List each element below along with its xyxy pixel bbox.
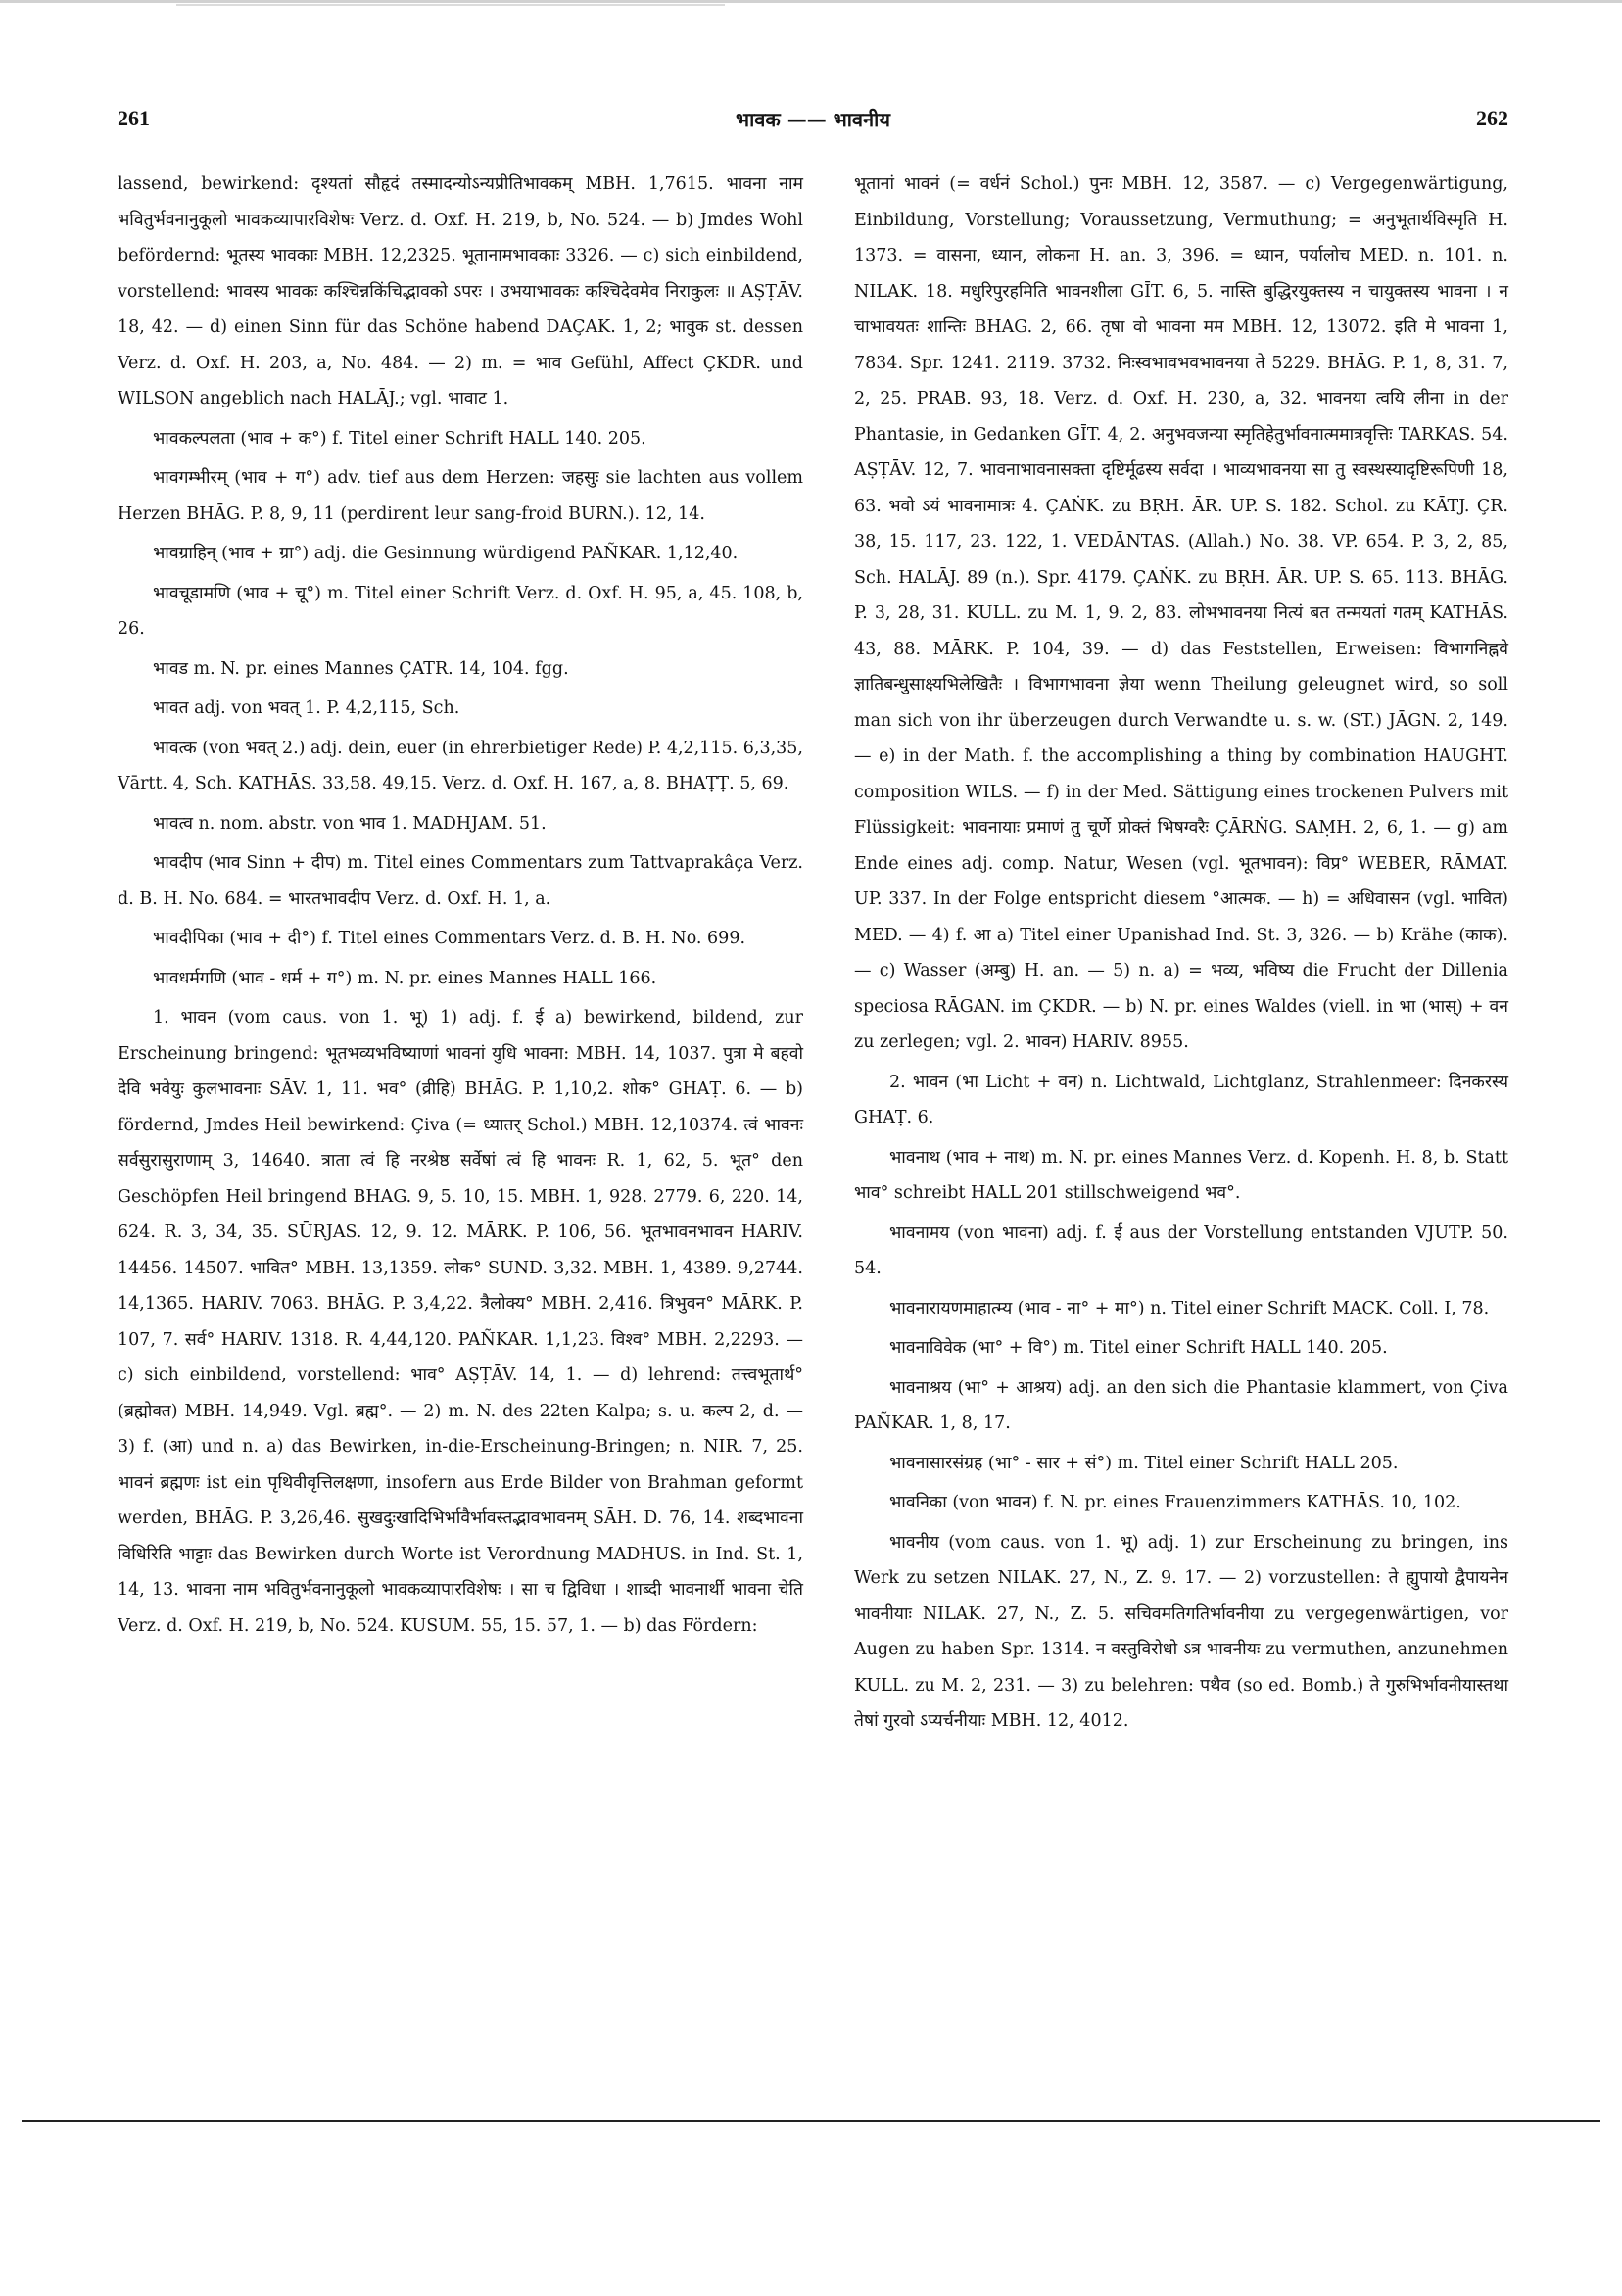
dictionary-entry: 2. भावन (भा Licht + वन) n. Lichtwald, Lichtglanz, Strahlenmeer: दिनकरस्य GHAṬ. 6. xyxy=(854,1072,1508,1127)
left-column xyxy=(118,167,803,1648)
dictionary-entry: भावत adj. von भवत् 1. P. 4,2,115, Sch. xyxy=(153,698,460,718)
dictionary-entry: 1. भावन (vom caus. von 1. भू) 1) adj. f. ई a) bewirkend, bildend, zur Erscheinung bringend: भूतभव्यभविष्याणां भावनां युधि भावना: MBH. 14, 1037. पुत्रा मे बहवो देवि भवेयुः कुलभावनाः SĀV. 1, 11. भव° (व्रीहि) BHĀG. P. 1,10,2. शोक° GHAṬ. 6. — b) fördernd, Jmdes Heil bewirkend: Çiva (= ध्यातर् Schol.) MBH. 12,10374. त्वं भावनः सर्वसुरासुराणाम् 3, 14640. त्राता त्वं हि नरश्रेष्ठ सर्वेषां त्वं हि भावनः R. 1, 62, 5. भूत° den Geschöpfen Heil bringend BHAG. 9, 5. 10, 15. MBH. 1, 928. 2779. 6, 220. 14, 624. R. 3, 34, 35. SŪRJAS. 12, 9. 12. MĀRK. P. 106, 56. भूतभावनभावन HARIV. 14456. 14507. भावित° MBH. 13,1359. लोक° SUND. 3,32. MBH. 1, 4389. 9,2744. 14,1365. HARIV. 7063. BHĀG. P. 3,4,22. त्रैलोक्य° MBH. 2,416. त्रिभुवन° MĀRK. P. 107, 7. सर्व° HARIV. 1318. R. 4,44,120. PAÑKAR. 1,1,23. विश्व° MBH. 2,2293. — c) sich einbildend, vorstellend: भाव° AṢṬĀV. 14, 1. — d) lehrend: तत्त्वभूतार्थ° (ब्रह्मोक्त) MBH. 14,949. Vgl. ब्रह्म°. — 2) m. N. des 22ten Kalpa; s. u. कल्प 2, d. — 3) f. (आ) und n. a) das Bewirken, in-die-Erscheinung-Bringen; n. NIR. 7, 25. भावनं ब्रह्मणः ist ein पृथिवीवृत्तिलक्षणा, insofern aus Erde Bilder von Brahman geformt werden, BHĀG. P. 3,26,46. सुखदुःखादिभिर्भावैर्भावस्तद्भावभावनम् SĀH. D. 76, 14. शब्दभावना विधिरिति भाट्टाः das Bewirken durch Worte ist Verordnung MADHUS. in Ind. St. 1, 14, 13. भावना नाम भवितुर्भवनानुकूलो भावकव्यापारविशेषः । सा च द्विविधा । शाब्दी भावनार्थी भावना चेति Verz. d. Oxf. H. 219, b, No. 524. KUSUM. 55, 15. 57, 1. — b) das Fördern: xyxy=(118,1008,803,1636)
page-header xyxy=(118,106,1508,145)
dictionary-entry: भावगम्भीरम् (भाव + ग°) adv. tief aus dem Herzen: जहसुः sie lachten aus vollem Herzen BHĀG. P. 8, 9, 11 (perdirent leur sang-froid BURN.). 12, 14. xyxy=(118,468,803,524)
bottom-rule xyxy=(22,2120,1600,2122)
dictionary-entry: भावनाथ (भाव + नाथ) m. N. pr. eines Mannes Verz. d. Kopenh. H. 8, b. Statt भाव° schreibt HALL 201 stillschweigend भव°. xyxy=(854,1147,1508,1203)
dictionary-entry: lassend, bewirkend: दृश्यतां सौहृदं तस्मादन्योऽन्यप्रीतिभावकम् MBH. 1,7615. भावना नाम भवितुर्भवनानुकूलो भावकव्यापारविशेषः Verz. d. Oxf. H. 219, b, No. 524. — b) Jmdes Wohl befördernd: भूतस्य भावकाः MBH. 12,2325. भूतानामभावकाः 3326. — c) sich einbildend, vorstellend: भावस्य भावकः कश्चिन्नकिंचिद्भावको ऽपरः । उभयाभावकः कश्चिदेवमेव निराकुलः ॥ AṢṬĀV. 18, 42. — d) einen Sinn für das Schöne habend DAÇAK. 1, 2; भावुक st. dessen Verz. d. Oxf. H. 203, a, No. 484. — 2) m. = भाव Gefühl, Affect ÇKDR. und WILSON angeblich nach HALĀJ.; vgl. भावाट 1. xyxy=(118,174,803,408)
dictionary-entry: भावदीप (भाव Sinn + दीप) m. Titel eines Commentars zum Tattvaprakâça Verz. d. B. H. No. 684. = भारतभावदीप Verz. d. Oxf. H. 1, a. xyxy=(118,853,803,909)
page-number-right: 262 xyxy=(1476,106,1508,130)
dictionary-entry: भावनिका (von भावन) f. N. pr. eines Frauenzimmers KATHĀS. 10, 102. xyxy=(889,1493,1461,1512)
right-column xyxy=(854,167,1508,1744)
dictionary-entry: भावनासारसंग्रह (भा° - सार + सं°) m. Titel einer Schrift HALL 205. xyxy=(889,1453,1399,1473)
dictionary-entry: भावचूडामणि (भाव + चू°) m. Titel einer Schrift Verz. d. Oxf. H. 95, a, 45. 108, b, 26. xyxy=(118,583,803,639)
dictionary-entry: भावकल्पलता (भाव + क°) f. Titel einer Schrift HALL 140. 205. xyxy=(153,428,646,449)
dictionary-entry: भावत्व n. nom. abstr. von भाव 1. MADHJAM. 51. xyxy=(153,813,547,834)
dictionary-entry: भावदीपिका (भाव + दी°) f. Titel eines Commentars Verz. d. B. H. No. 699. xyxy=(153,929,746,948)
scan-noise-line xyxy=(176,4,725,6)
dictionary-entry: भावनामय (von भावना) adj. f. ई aus der Vorstellung entstanden VJUTP. 50. 54. xyxy=(854,1222,1508,1278)
scan-top-edge xyxy=(0,0,1622,14)
dictionary-entry: भूतानां भावनं (= वर्धनं Schol.) पुनः MBH. 12, 3587. — c) Vergegenwärtigung, Einbildung, Vorstellung; Voraussetzung, Vermuthung; = अनुभूतार्थविस्मृति H. 1373. = वासना, ध्यान, लोकना H. an. 3, 396. = ध्यान, पर्यालोच MED. n. 101. n. NILAK. 18. मधुरिपुरहमिति भावनशीला GĪT. 6, 5. नास्ति बुद्धिरयुक्तस्य न चायुक्तस्य भावना । न चाभावयतः शान्तिः BHAG. 2, 66. तृषा वो भावना मम MBH. 12, 13072. इति मे भावना 1, 7834. Spr. 1241. 2119. 3732. निःस्वभावभवभावनया ते 5229. BHĀG. P. 1, 8, 31. 7, 2, 25. PRAB. 93, 18. Verz. d. Oxf. H. 230, a, 32. भावनया त्वयि लीना in der Phantasie, in Gedanken GĪT. 4, 2. अनुभवजन्या स्मृतिहेतुर्भावनात्ममात्रवृत्तिः TARKAS. 54. AṢṬĀV. 12, 7. भावनाभावनासक्ता दृष्टिर्मूढस्य सर्वदा । भाव्यभावनया सा तु स्वस्थस्यादृष्टिरूपिणी 18, 63. भवो ऽयं भावनामात्रः 4. ÇAṄK. zu BṚH. ĀR. UP. S. 182. Schol. zu KĀTJ. ÇR. 38, 15. 117, 23. 122, 1. VEDĀNTAS. (Allah.) No. 38. VP. 654. P. 3, 2, 85, Sch. HALĀJ. 89 (n.). Spr. 4179. ÇAṄK. zu BṚH. ĀR. UP. S. 65. 113. BHĀG. P. 3, 28, 31. KULL. zu M. 1, 9. 2, 83. लोभभावनया नित्यं बत तन्मयतां गतम् KATHĀS. 43, 88. MĀRK. P. 104, 39. — d) das Feststellen, Erweisen: विभागनिह्नवे ज्ञातिबन्धुसाक्ष्यभिलेखितैः । विभागभावना ज्ञेया wenn Theilung geleugnet wird, so soll man sich von ihr überzeugen durch Verwandte u. s. w. (ST.) JĀGN. 2, 149. — e) in der Math. f. the accomplishing a thing by combination HAUGHT. composition WILS. — f) in der Med. Sättigung eines trockenen Pulvers mit Flüssigkeit: भावनायाः प्रमाणं तु चूर्णे प्रोक्तं भिषग्वरैः ÇĀRṄG. SAṂH. 2, 6, 1. — g) am Ende eines adj. comp. Natur, Wesen (vgl. भूतभावन): विप्र° WEBER, RĀMAT. UP. 337. In der Folge entspricht diesem °आत्मक. — h) = अधिवासन (vgl. भावित) MED. — 4) f. आ a) Titel einer Upanishad Ind. St. 3, 326. — b) Krähe (काक). — c) Wasser (अम्बु) H. an. — 5) n. a) = भव्य, भविष्य die Frucht der Dillenia speciosa RĀGAN. im ÇKDR. — b) N. pr. eines Waldes (viell. in भा (भास्) + वन zu zerlegen; vgl. 2. भावन) HARIV. 8955. xyxy=(854,174,1508,1052)
page-number-left: 261 xyxy=(118,106,150,130)
dictionary-entry: भावधर्मगणि (भाव - धर्म + ग°) m. N. pr. eines Mannes HALL 166. xyxy=(153,968,657,988)
dictionary-entry: भावनीय (vom caus. von 1. भू) adj. 1) zur Erscheinung zu bringen, ins Werk zu setzen NILAK. 27, N., Z. 9. 17. — 2) vorzustellen: ते ह्युपायो द्वैपायनेन भावनीयाः NILAK. 27, N., Z. 5. सचिवमतिगतिर्भावनीया zu vergegenwärtigen, vor Augen zu haben Spr. 1314. न वस्तुविरोधो ऽत्र भावनीयः zu vermuthen, anzunehmen KULL. zu M. 2, 231. — 3) zu belehren: पथैव (so ed. Bomb.) ते गुरुभिर्भावनीयास्तथा तेषां गुरवो ऽप्यर्चनीयाः MBH. 12, 4012. xyxy=(854,1532,1508,1731)
dictionary-entry: भावनारायणमाहात्म्य (भाव - ना° + मा°) n. Titel einer Schrift MACK. Coll. I, 78. xyxy=(889,1298,1490,1318)
dictionary-entry: भावत्क (von भवत् 2.) adj. dein, euer (in ehrerbietiger Rede) P. 4,2,115. 6,3,35, Vārtt. 4, Sch. KATHĀS. 33,58. 49,15. Verz. d. Oxf. H. 167, a, 8. BHAṬṬ. 5, 69. xyxy=(118,738,803,793)
dictionary-entry: भावड m. N. pr. eines Mannes ÇATR. 14, 104. fgg. xyxy=(153,658,569,679)
dictionary-entry: भावनाश्रय (भा° + आश्रय) adj. an den sich die Phantasie klammert, von Çiva PAÑKAR. 1, 8, 17. xyxy=(854,1377,1508,1433)
scan-noise-line xyxy=(0,0,1622,3)
dictionary-entry: भावग्राहिन् (भाव + ग्रा°) adj. die Gesinnung würdigend PAÑKAR. 1,12,40. xyxy=(153,544,739,563)
running-title: भावक —— भावनीय xyxy=(736,108,890,131)
dictionary-entry: भावनाविवेक (भा° + वि°) m. Titel einer Schrift HALL 140. 205. xyxy=(889,1338,1388,1358)
